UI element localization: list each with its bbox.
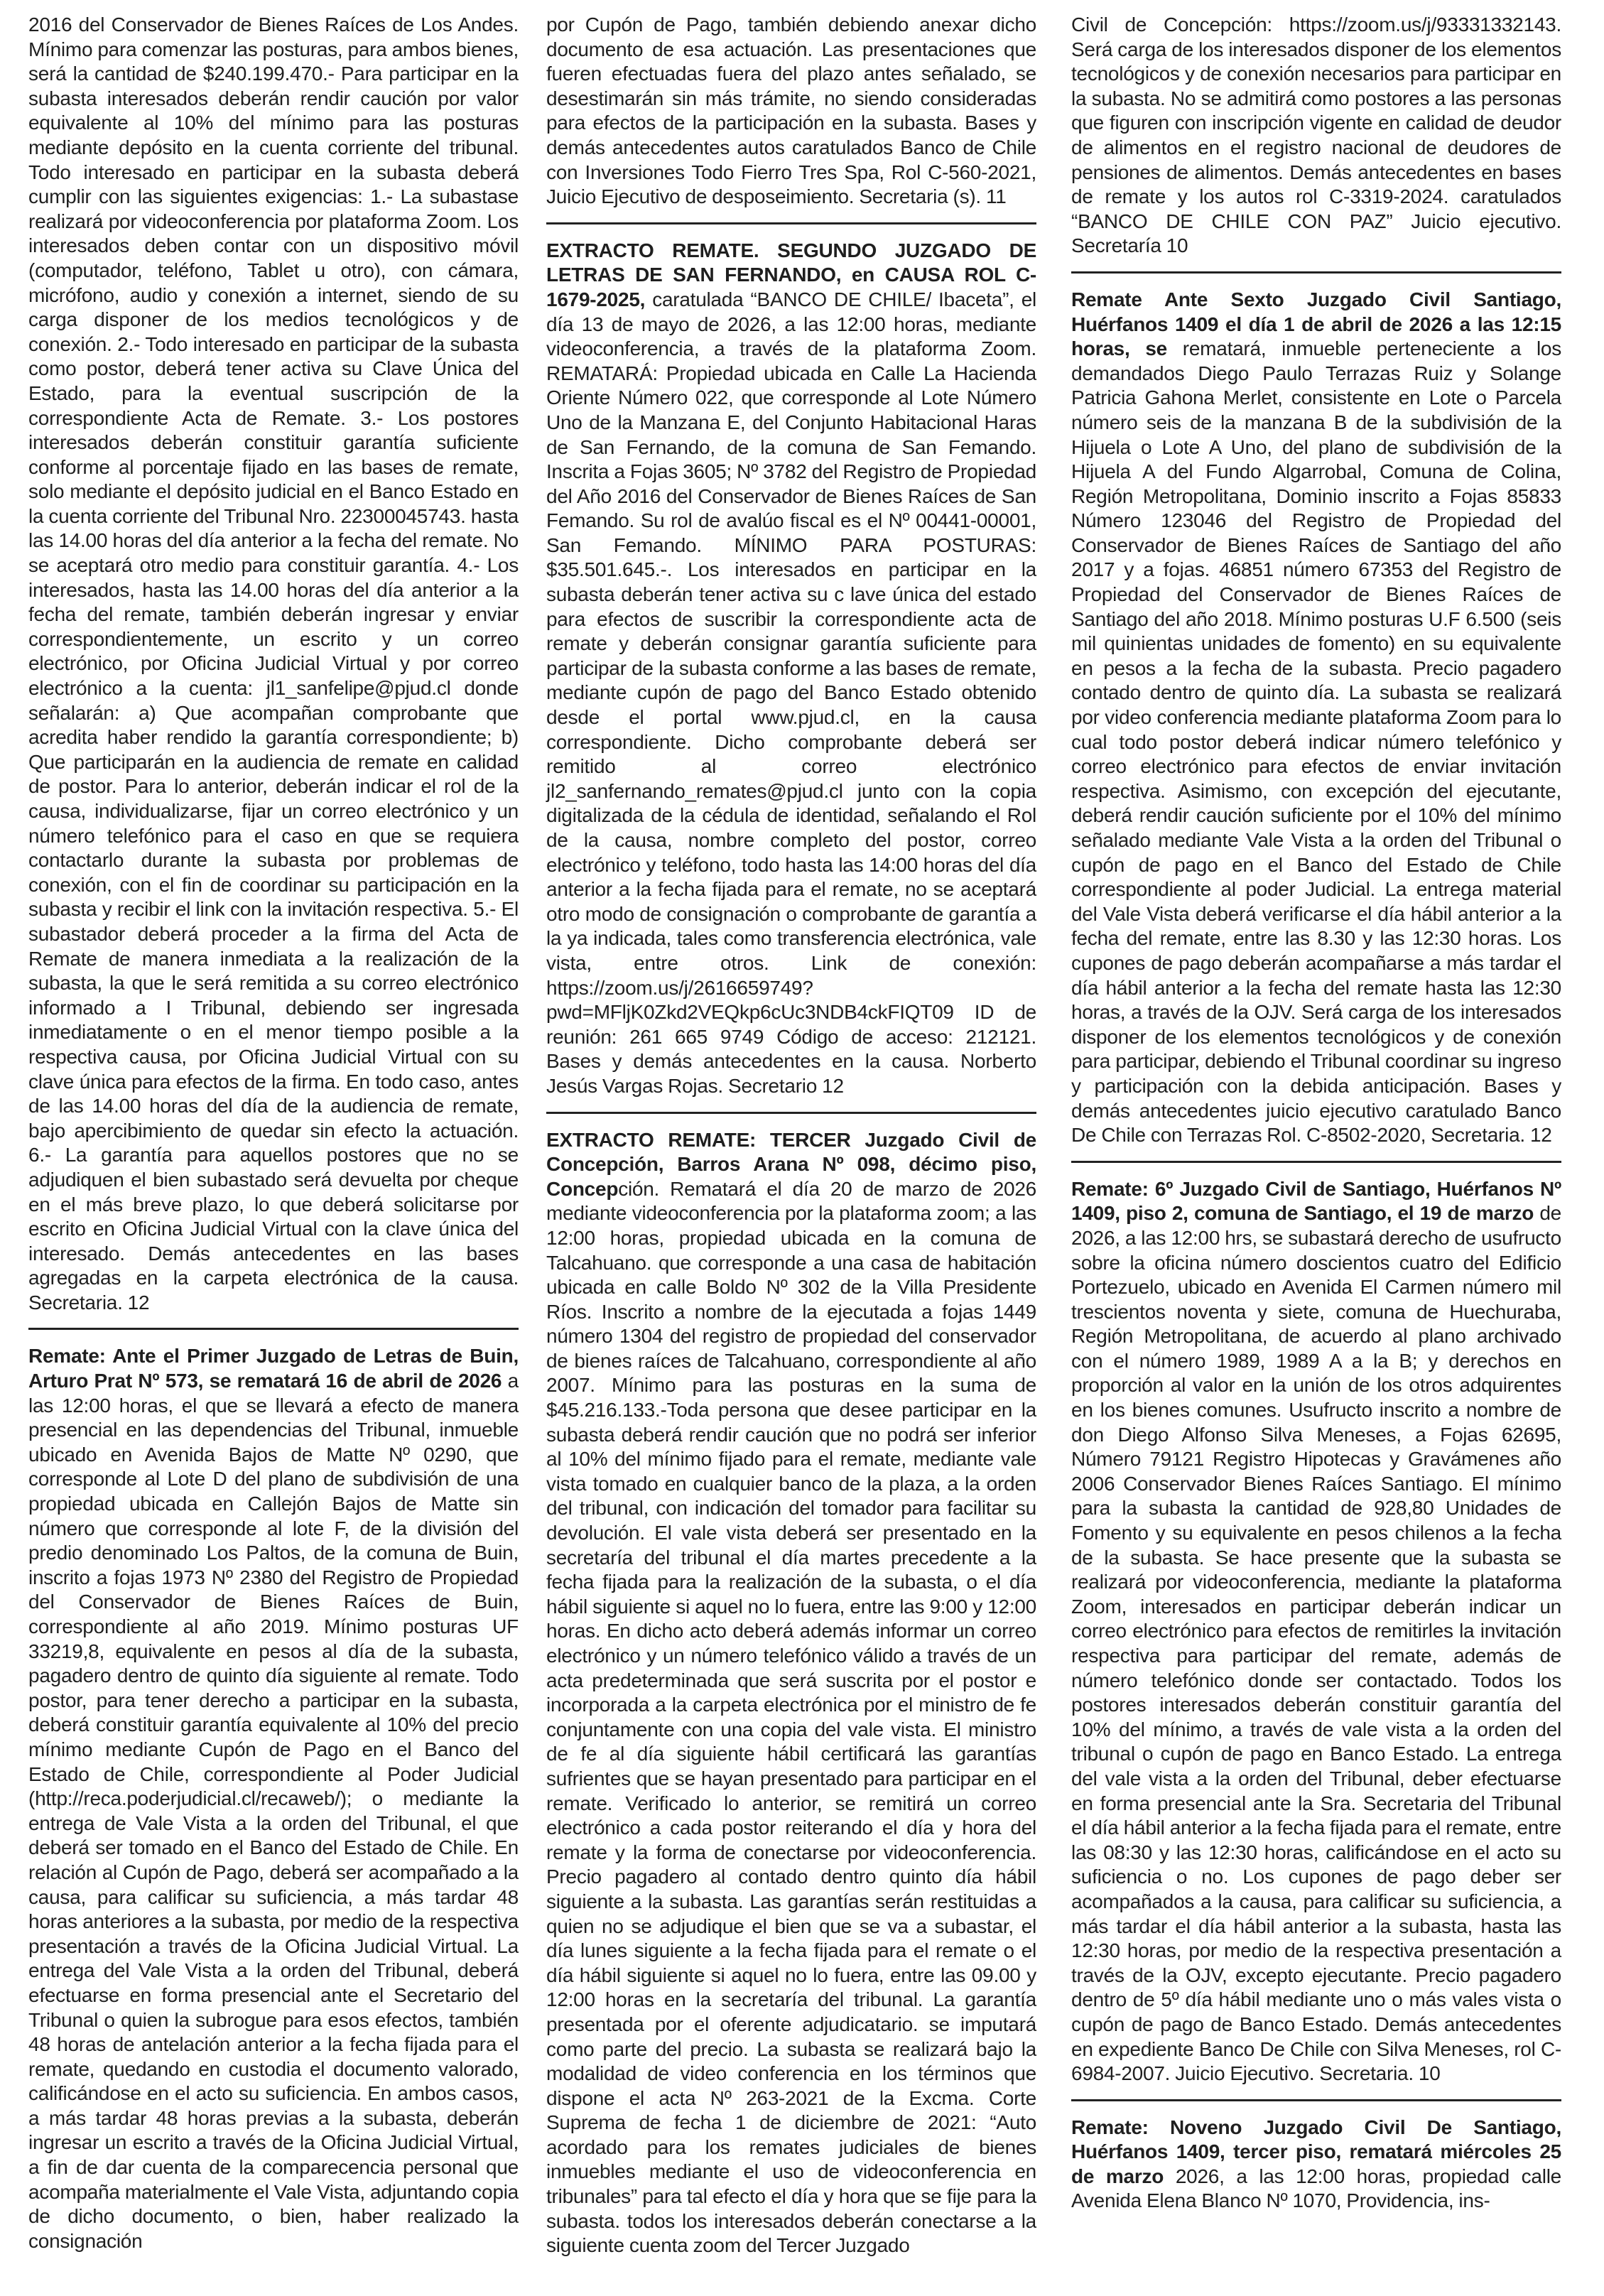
notice-continuation: [1071, 13, 1561, 259]
notice-continuation: [546, 13, 1036, 210]
notice-heading: Remate: 6º Juzgado Civil de Santiago, Huérfanos Nº 1409, piso 2, comuna de Santiago, el 19 de marzo: [1071, 1177, 1561, 1225]
notice-body: 2016 del Conservador de Bienes Raíces de Los Andes. Mínimo para comenzar las posturas, para ambos bienes, será la cantidad de $240.199.470.- Para participar en la subasta interesados deberán rendir caución por valor equivalente al 10% del mínimo para las posturas mediante depósito en la cuenta corriente del tribunal. Todo interesado en participar en la subasta deberá cumplir con las siguientes exigencias: 1.- La subastase realizará por videoconferencia por plataforma Zoom. Los interesados deben contar con un dispositivo móvil (computador, teléfono, Tablet u otro), con cámara, micrófono, audio y conexión a internet, siendo de su carga disponer de los medios tecnológicos y de conexión. 2.- Todo interesado en participar de la subasta como postor, deberá tener activa su Clave Única del Estado, para la eventual suscripción de la correspondiente Acta de Remate. 3.- Los postores interesados deberán constituir garantía suficiente conforme al porcentaje fijado en las bases de remate, solo mediante el depósito judicial en el Banco Estado en la cuenta corriente del Tribunal Nro. 22300045743. hasta las 14.00 horas del día anterior a la fecha del remate. No se aceptará otro medio para constituir garantía. 4.- Los interesados, hasta las 14.00 horas del día anterior a la fecha del remate, también deberán ingresar y enviar correspondientemente, un escrito y un correo electrónico, por Oficina Judicial Virtual y por correo electrónico a la cuenta: jl1_sanfelipe@pjud.cl donde señalarán: a) Que acompañan comprobante que acredita haber rendido la garantía correspondiente; b) Que participarán en la audiencia de remate en calidad de postor. Para lo anterior, deberán indicar el rol de la causa, individualizarse, fijar un correo electrónico y un número telefónico para el caso en que se requiera contactarlo durante la subasta por problemas de conexión, con el fin de coordinar su participación en la subasta y recibir el link con la invitación respectiva. 5.- El subastador deberá proceder a la firma del Acta de Remate de manera inmediata a la realización de la subasta, la que le será remitida a su correo electrónico informado a I Tribunal, debiendo ser ingresada inmediatamente o en el menor tiempo posible a la respectiva causa, por Oficina Judicial Virtual con su clave única para efectos de la firma. En todo caso, antes de las 14.00 horas del día de la audiencia de remate, bajo apercibimiento de quedar sin efecto la actuación. 6.- La garantía para aquellos postores que no se adjudiquen el bien subastado será devuelta por cheque en el más breve plazo, lo que deberá solicitarse por escrito en Oficina Judicial Virtual con la clave única del interesado. Demás antecedentes en las bases agregadas en la carpeta electrónica de la causa. Secretaria. 12: [28, 13, 519, 1314]
column-2: [546, 13, 1036, 2258]
notice-heading: Remate Ante Sexto Juzgado Civil Santiago, Huérfanos 1409 el día 1 de abril de 2026 a las 12:15 horas, se: [1071, 288, 1561, 360]
notice-heading: EXTRACTO REMATE. SEGUNDO JUZGADO DE LETRAS DE SAN FERNANDO, en CAUSA ROL C-1679-2025,: [546, 239, 1036, 310]
notice-remate-buin: [28, 1344, 519, 2253]
notice-body: de 2026, a las 12:00 hrs, se subastará derecho de usufructo sobre la oficina número doscientos cuatro del Edificio Portezuelo, ubicado en Avenida El Carmen número mil trescientos noventa y siete, comuna de Huechuraba, Región Metropolitana, de acuerdo al plano archivado con el número 1989, 1989 A a la B; y derechos en proporción al valor en la unión de los otros adquirentes en los bienes comunes. Usufructo inscrito a nombre de don Diego Alfonso Silva Meneses, a Fojas 62695, Número 79121 Registro Hipotecas y Gravámenes año 2006 Conservador Bienes Raíces Santiago. El mínimo para la subasta la cantidad de 928,80 Unidades de Fomento y su equivalente en pesos chilenos a la fecha de la subasta. Se hace presente que la subasta se realizará por videoconferencia, mediante la plataforma Zoom, interesados en participar deberán indicar un correo electrónico para efectos de remitirles la invitación respectiva para participar del remate, además de número telefónico donde ser contactado. Todos los postores interesados deberán constituir garantía del 10% del mínimo, a través de vale vista a la orden del tribunal o cupón de pago en Banco Estado. La entrega del vale vista a la orden del Tribunal, deber efectuarse en forma presencial ante la Sra. Secretaria del Tribunal el día hábil anterior a la fecha fijada para el remate, entre las 08:30 y las 12:30 horas, calificándose en el acto su suficiencia o no. Los cupones de pago deber ser acompañados a la causa, para calificar su suficiencia, a más tardar el día hábil anterior a la subasta, hasta las 12:30 horas, por medio de la respectiva presentación a través de la OJV, excepto ejecutante. Precio pagadero dentro de 5º día hábil mediante uno o más vales vista o cupón de pago de Banco Estado. Demás antecedentes en expediente Banco De Chile con Silva Meneses, rol C-6984-2007. Juicio Ejecutivo. Secretaria. 10: [1071, 1202, 1561, 2085]
notice-continuation: [28, 13, 519, 1315]
notice-remate-sexto-juzgado: [1071, 288, 1561, 1148]
notice-heading: EXTRACTO REMATE: TERCER Juzgado Civil de Concepción, Barros Arana Nº 098, décimo piso, Concep: [546, 1128, 1036, 1200]
notice-body: Civil de Concepción: https://zoom.us/j/93331332143. Será carga de los interesados disponer de los elementos tecnológicos y de conexión necesarios para participar en la subasta. No se admitirá como postores a las personas que figuren con inscripción vigente en calidad de deudor de alimentos en el registro nacional de deudores de pensiones de alimentos. Demás antecedentes en bases de remate y los autos rol C-3319-2024. caratulados “BANCO DE CHILE CON PAZ” Juicio ejecutivo. Secretaría 10: [1071, 13, 1561, 257]
notice-body: rematará, inmueble perteneciente a los demandados Diego Paulo Terrazas Ruiz y Solange Patricia Gahona Merlet, consistente en Lote o Parcela número seis de la manzana B de la subdivisión de la Hijuela o Lote A Uno, del plano de subdivisión de la Hijuela A del Fundo Algarrobal, Comuna de Colina, Región Metropolitana, Dominio inscrito a Fojas 85833 Número 123046 del Registro de Propiedad del Conservador de Bienes Raíces de Santiago del año 2017 y a fojas. 46851 número 67353 del Registro de Propiedad del Conservador de Bienes Raíces de Santiago del año 2018. Mínimo posturas U.F 6.500 (seis mil quinientas unidades de fomento) en su equivalente en pesos a la fecha de la subasta. Precio pagadero contado dentro de quinto día. La subasta se realizará por video conferencia mediante plataforma Zoom para lo cual todo postor deberá indicar número telefónico y correo electrónico para efectos de enviar invitación respectiva. Asimismo, con excepción del ejecutante, deberá rendir caución suficiente por el 10% del mínimo señalado mediante Vale Vista a la orden del Tribunal o cupón de pago en el Banco del Estado de Chile correspondiente al poder Judicial. La entrega material del Vale Vista deberá verificarse el día hábil anterior a la fecha del remate, entre las 8.30 y las 12:30 horas. Los cupones de pago deberán acompañarse a más tardar el día hábil anterior a la fecha del remate hasta las 12:30 horas, a través de la OJV. Será carga de los interesados disponer de los elementos tecnológicos y de conexión para participar, debiendo el Tribunal coordinar su ingreso y participación con la debida anticipación. Bases y demás antecedentes juicio ejecutivo caratulado Banco De Chile con Terrazas Rol. C-8502-2020, Secretaria. 12: [1071, 337, 1562, 1147]
notice-divider: [28, 1328, 519, 1330]
notice-body: caratulada “BANCO DE CHILE/ Ibaceta”, el día 13 de mayo de 2026, a las 12:00 horas, mediante videoconferencia, a través de la plataforma Zoom. REMATARÁ: Propiedad ubicada en Calle La Hacienda Oriente Número 022, que corresponde al Lote Número Uno de la Manzana E, del Conjunto Habitacional Haras de San Fernando, de la comuna de San Femando. Inscrita a Fojas 3605; Nº 3782 del Registro de Propiedad del Año 2016 del Conservador de Bienes Raíces de San Femando. Su rol de avalúo fiscal es el Nº 00441-00001, San Femando. MÍNIMO PARA POSTURAS: $35.501.645.-. Los interesados en participar en la subasta deberán tener activa su c lave única del estado para efectos de suscribir la correspondiente acta de remate y deberán consignar garantía suficiente para participar de la subasta conforme a las bases de remate, mediante cupón de pago del Banco Estado obtenido desde el portal www.pjud.cl, en la causa correspondiente. Dicho comprobante deberá ser remitido al correo electrónico jl2_sanfernando_remates@pjud.cl junto con la copia digitalizada de la cédula de identidad, señalando el Rol de la causa, nombre completo del postor, correo electrónico y teléfono, todo hasta las 14:00 horas del día anterior a la fecha fijada para el remate, no se aceptará otro modo de consignación o comprobante de garantía a la ya indicada, tales como transferencia electrónica, vale vista, entre otros. Link de conexión: https://zoom.us/j/2616659749?pwd=MFljK0Zkd2VEQkp6cUc3NDB4ckFIQT09 ID de reunión: 261 665 9749 Código de acceso: 212121. Bases y demás antecedentes en la causa. Norberto Jesús Vargas Rojas. Secretario 12: [546, 288, 1036, 1097]
notice-remate-concepcion: [546, 1128, 1036, 2258]
notice-remate-san-fernando: [546, 239, 1036, 1099]
notice-heading: Remate: Noveno Juzgado Civil De Santiago, Huérfanos 1409, tercer piso, rematará miércoles 25 de marzo: [1071, 2116, 1561, 2187]
notice-divider: [546, 222, 1036, 224]
notice-remate-6-juzgado-usufructo: [1071, 1177, 1561, 2086]
notice-remate-noveno-juzgado: [1071, 2116, 1561, 2214]
column-3: [1071, 13, 1561, 2214]
column-1: [28, 13, 519, 2253]
notice-heading: Remate: Ante el Primer Juzgado de Letras de Buin, Arturo Prat Nº 573, se rematará 16 de abril de 2026: [28, 1345, 519, 1392]
notice-divider: [1071, 271, 1561, 274]
notice-divider: [1071, 1161, 1561, 1163]
notice-body: 2026, a las 12:00 horas, propiedad calle Avenida Elena Blanco Nº 1070, Providencia, ins-: [1071, 2165, 1561, 2212]
notice-body: ción. Rematará el día 20 de marzo de 2026 mediante videoconferencia por la plataforma zoom; a las 12:00 horas, propiedad ubicada en la comuna de Talcahuano. que corresponde a una casa de habitación ubicada en calle Boldo Nº 302 de la Villa Presidente Ríos. Inscrito a nombre de la ejecutada a fojas 1449 número 1304 del registro de propiedad del conservador de bienes raíces de Talcahuano, correspondiente al año 2007. Mínimo para las posturas en la suma de $45.216.133.-Toda persona que desee participar en la subasta deberá rendir caución que no podrá ser inferior al 10% del mínimo fijado para el remate, mediante vale vista tomado en cualquier banco de la plaza, a la orden del tribunal, con indicación del tomador para facilitar su devolución. El vale vista deberá ser presentado en la secretaría del tribunal el día martes precedente a la fecha fijada para la realización de la subasta, o el día hábil siguiente si aquel no lo fuera, entre las 9:00 y 12:00 horas. En dicho acto deberá además informar un correo electrónico y un número telefónico válido a través de un acta predeterminada que será suscrita por el postor e incorporada a la carpeta electrónica por el ministro de fe conjuntamente con una copia del vale vista. El ministro de fe al día siguiente hábil certificará las garantías sufrientes que se hayan presentado para participar en el remate. Verificado lo anterior, se remitirá un correo electrónico a cada postor reiterando el día y hora del remate y la forma de conectarse por videoconferencia. Precio pagadero al contado dentro quinto día hábil siguiente a la subasta. Las garantías serán restituidas a quien no se adjudique el bien que se va a subastar, el día lunes siguiente a la fecha fijada para el remate o el día hábil siguiente si aquel no lo fuera, entre las 09.00 y 12:00 horas en la secretaría del tribunal. La garantía presentada por el oferente adjudicatario. se imputará como parte del precio. La subasta se realizará bajo la modalidad de video conferencia en los términos que dispone el acta Nº 263-2021 de la Excma. Corte Suprema de fecha 1 de diciembre de 2021: “Auto acordado para los remates judiciales de bienes inmuebles mediante el uso de videoconferencia en tribunales” para tal efecto el día y hora que se fije para la subasta. todos los interesados deberán conectarse a la siguiente cuenta zoom del Tercer Juzgado: [546, 1177, 1036, 2257]
notice-body: por Cupón de Pago, también debiendo anexar dicho documento de esa actuación. Las presentaciones que fueren efectuadas fuera del plazo antes señalado, se desestimarán sin más trámite, no siendo consideradas para efectos de la participación en la subasta. Bases y demás antecedentes autos caratulados Banco de Chile con Inversiones Todo Fierro Tres Spa, Rol C-560-2021, Juicio Ejecutivo de desposeimiento. Secretaria (s). 11: [546, 13, 1036, 208]
notice-divider: [546, 1112, 1036, 1114]
notice-divider: [1071, 2099, 1561, 2101]
notice-body: a las 12:00 horas, el que se llevará a efecto de manera presencial en las dependencias del Tribunal, inmueble ubicado en Avenida Bajos de Matte Nº 0290, que corresponde al Lote D del plano de subdivisión de una propiedad ubicada en Callejón Bajos de Matte sin número que corresponde al lote F, de la división del predio denominado Los Paltos, de la comuna de Buin, inscrito a fojas 1973 Nº 2380 del Registro de Propiedad del Conservador de Bienes Raíces de Buin, correspondiente al año 2019. Mínimo posturas UF 33219,8, equivalente en pesos al día de la subasta, pagadero dentro de quinto día siguiente al remate. Todo postor, para tener derecho a participar en la subasta, deberá constituir garantía equivalente al 10% del precio mínimo mediante Cupón de Pago en el Banco del Estado de Chile, correspondiente al Poder Judicial (http://reca.poderjudicial.cl/recaweb/); o mediante la entrega de Vale Vista a la orden del Tribunal, el que deberá ser tomado en el Banco del Estado de Chile. En relación al Cupón de Pago, deberá ser acompañado a la causa, para calificar su suficiencia, a más tardar 48 horas anteriores a la subasta, por medio de la respectiva presentación a través de la Oficina Judicial Virtual. La entrega del Vale Vista a la orden del Tribunal, deberá efectuarse en forma presencial ante el Secretario del Tribunal o quien la subrogue para esos efectos, también 48 horas de antelación anterior a la fecha fijada para el remate, quedando en custodia el documento valorado, calificándose en el acto su suficiencia. En ambos casos, a más tardar 48 horas previas a la subasta, deberán ingresar un escrito a través de la Oficina Judicial Virtual, a fin de dar cuenta de la comparecencia personal que acompaña materialmente el Vale Vista, adjuntando copia de dicho documento, o bien, haber realizado la consignación: [28, 1370, 519, 2252]
